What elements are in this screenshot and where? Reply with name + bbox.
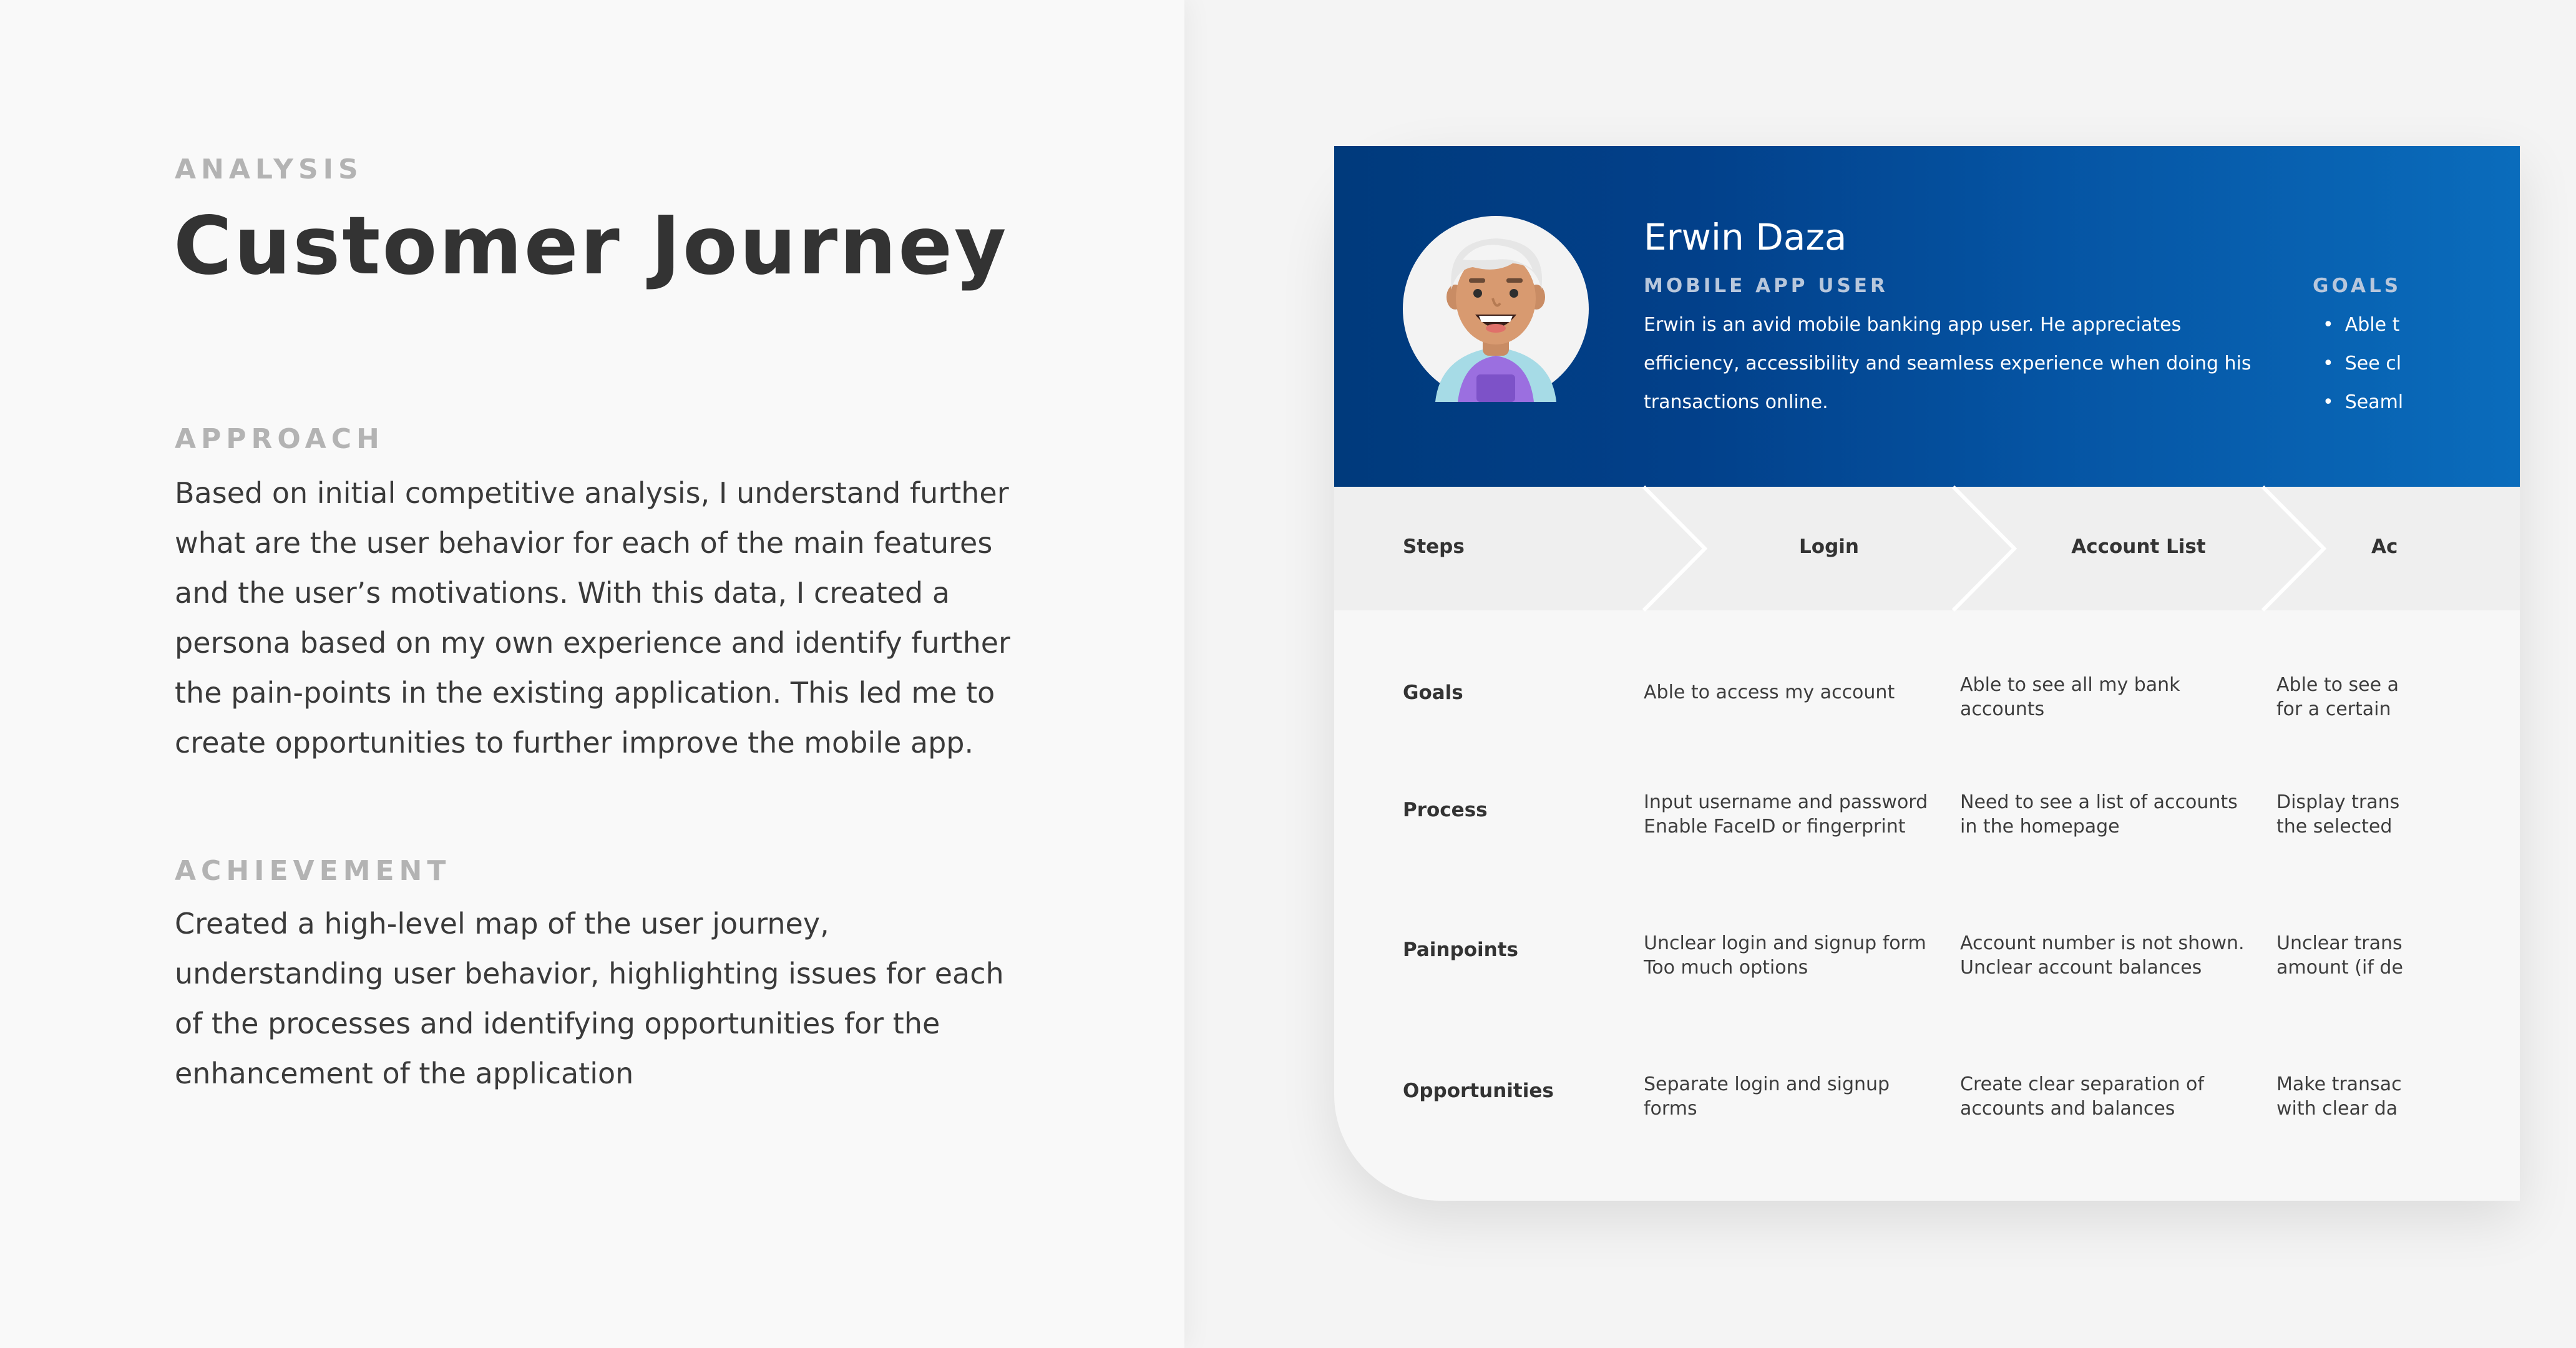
persona-avatar [1403,216,1589,402]
persona-description: Erwin is an avid mobile banking app user. He appreciates efficiency, accessibility and seamless experience when doing his transactions online. [1644,314,2252,413]
journey-cell: Create clear separation of accounts and balances [1960,1073,2204,1120]
journey-cell: Make transac with clear da [2276,1073,2402,1120]
page-title: Customer Journey [173,200,1008,293]
step-account-detail: Ac [2371,535,2398,558]
row-label-process: Process [1403,799,1488,821]
persona-role: MOBILE APP USER [1644,275,1888,297]
persona-header [1334,146,2520,487]
journey-steps-bar [1334,487,2520,610]
journey-cell: Able to see all my bank accounts [1960,674,2180,720]
journey-cell: Need to see a list of accounts in the homepage [1960,791,2238,838]
persona-avatar-icon [1403,216,1589,402]
persona-goals-title: GOALS [2313,275,2402,297]
step-account-list: Account List [2071,535,2206,558]
step-login: Login [1799,535,1859,558]
journey-cell: Separate login and signup forms [1644,1073,1890,1120]
journey-cell: Able to access my account [1644,681,1895,703]
customer-journey-card [1334,146,2520,1201]
persona-goal-item: • See cl [2323,344,2403,383]
persona-goals-list [2323,306,2403,422]
approach-text: Based on initial competitive analysis, I understand further what are the user behavior for each of the main features and the user’s motivations. With this data, I created a persona based on my own experience and identify further the pain-points in the existing application. This led me to create opportunities to further improve the mobile app. [175,476,1010,759]
journey-cell: Account number is not shown. Unclear account balances [1960,932,2245,979]
journey-cell: Input username and password Enable FaceID or fingerprint [1644,791,1928,838]
achievement-text: Created a high-level map of the user journey, understanding user behavior, highlighting issues for each of the processes and identifying opportunities for the enhancement of the application [175,907,1004,1090]
row-label-painpoints: Painpoints [1403,939,1518,961]
persona-goal-item: • Seaml [2323,383,2403,422]
journey-cell: Unclear trans amount (if de [2276,932,2403,979]
steps-row-label: Steps [1403,535,1465,558]
journey-cell: Display trans the selected [2276,791,2400,838]
approach-heading: APPROACH [175,423,384,455]
achievement-heading: ACHIEVEMENT [175,855,451,887]
persona-name: Erwin Daza [1644,216,1847,258]
row-label-opportunities: Opportunities [1403,1080,1554,1102]
persona-goal-item: • Able t [2323,306,2403,344]
journey-cell: Able to see a for a certain [2276,674,2399,720]
intro-panel [0,0,1184,1348]
row-label-goals: Goals [1403,681,1463,704]
section-eyebrow: ANALYSIS [175,154,363,185]
journey-cell: Unclear login and signup form Too much options [1644,932,1926,979]
